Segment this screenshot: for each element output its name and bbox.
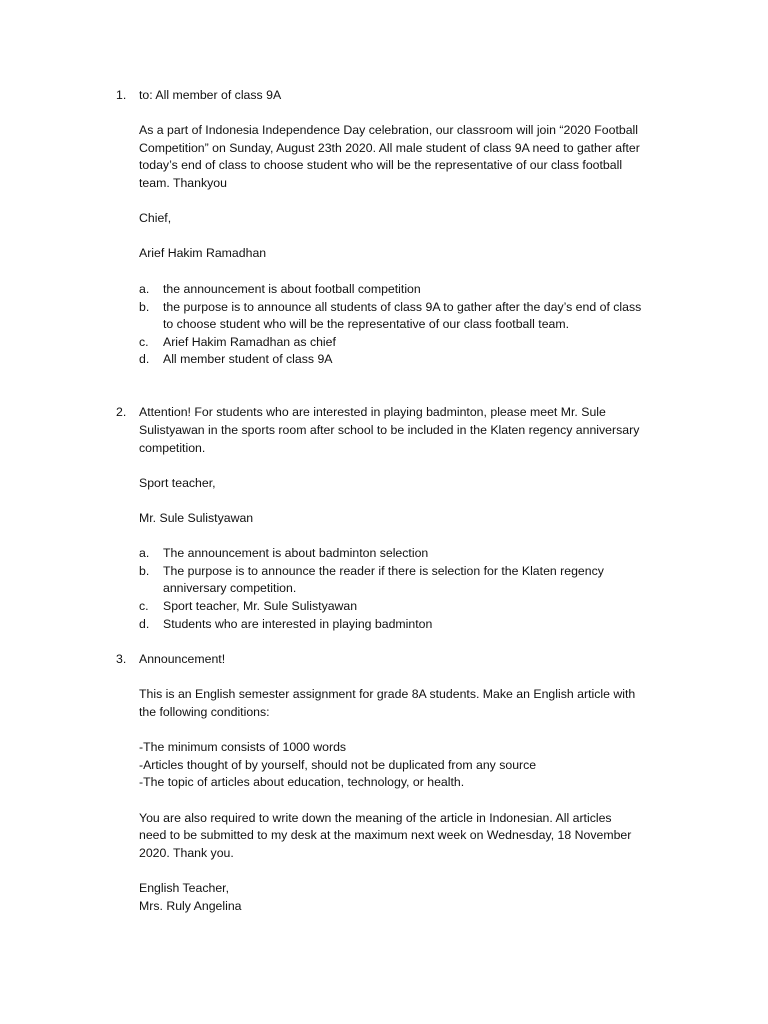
answer-text: to choose student who will be the representative of our class football team.: [163, 317, 570, 331]
recipient-line: to: All member of class 9A: [139, 88, 282, 102]
answer-text: Sport teacher, Mr. Sule Sulistyawan: [163, 599, 358, 613]
answer-text: The announcement is about badminton selection: [163, 546, 429, 560]
paragraph-line: need to be submitted to my desk at the maximum next week on Wednesday, 18 November: [139, 828, 632, 842]
answer-text: the purpose is to announce all students of class 9A to gather after the day’s end of class: [163, 300, 642, 314]
paragraph-line: Sulistyawan in the sports room after school to be included in the Klaten regency anniversary: [139, 423, 640, 437]
answer-label: a.: [139, 282, 150, 296]
paragraph-line: Competition” on Sunday, August 23th 2020. All male student of class 9A need to gather after: [139, 141, 640, 155]
answer-label: c.: [139, 599, 149, 613]
answer-text: The purpose is to announce the reader if there is selection for the Klaten regency: [163, 564, 604, 578]
answer-text: All member student of class 9A: [163, 352, 333, 366]
answer-text: Arief Hakim Ramadhan as chief: [163, 335, 336, 349]
paragraph-line: 2020. Thank you.: [139, 846, 234, 860]
paragraph-line: team. Thankyou: [139, 176, 227, 190]
signer-name: Mrs. Ruly Angelina: [139, 899, 242, 913]
section-number: 1.: [116, 88, 127, 102]
section-number: 3.: [116, 652, 127, 666]
answer-label: b.: [139, 564, 150, 578]
paragraph-line: This is an English semester assignment for grade 8A students. Make an English article with: [139, 687, 636, 701]
answer-label: d.: [139, 617, 150, 631]
answer-label: c.: [139, 335, 149, 349]
answer-text: Students who are interested in playing badminton: [163, 617, 433, 631]
answer-text: the announcement is about football competition: [163, 282, 421, 296]
answer-label: b.: [139, 300, 150, 314]
signer-role: English Teacher,: [139, 881, 230, 895]
condition-item: -Articles thought of by yourself, should not be duplicated from any source: [139, 758, 537, 772]
paragraph-line: You are also required to write down the meaning of the article in Indonesian. All articles: [139, 811, 612, 825]
paragraph-line: Attention! For students who are interested in playing badminton, please meet Mr. Sule: [139, 405, 606, 419]
answer-label: a.: [139, 546, 150, 560]
condition-item: -The minimum consists of 1000 words: [139, 740, 347, 754]
signer-name: Arief Hakim Ramadhan: [139, 246, 267, 260]
signer-role: Chief,: [139, 211, 172, 225]
answer-text: anniversary competition.: [163, 581, 297, 595]
section-number: 2.: [116, 405, 127, 419]
paragraph-line: today’s end of class to choose student who will be the representative of our class football: [139, 158, 623, 172]
signer-role: Sport teacher,: [139, 476, 216, 490]
announcement-heading: Announcement!: [139, 652, 226, 666]
condition-item: -The topic of articles about education, technology, or health.: [139, 775, 465, 789]
paragraph-line: competition.: [139, 441, 206, 455]
paragraph-line: As a part of Indonesia Independence Day celebration, our classroom will join “2020 Football: [139, 123, 638, 137]
paragraph-line: the following conditions:: [139, 705, 270, 719]
signer-name: Mr. Sule Sulistyawan: [139, 511, 254, 525]
answer-label: d.: [139, 352, 150, 366]
